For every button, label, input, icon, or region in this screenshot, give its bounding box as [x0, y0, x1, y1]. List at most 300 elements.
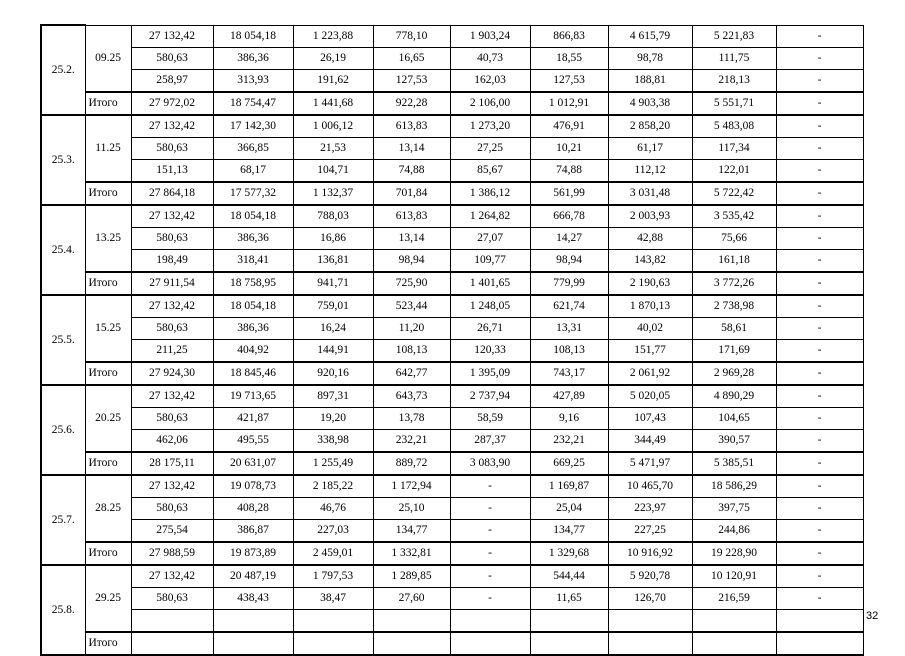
table-row: [41, 205, 863, 228]
table-cell: 438,43: [213, 587, 293, 609]
section-id: 25.4.: [41, 205, 85, 295]
total-row: [41, 182, 863, 205]
total-cell: 1 441,68: [293, 92, 373, 115]
table-cell: 3 535,42: [692, 205, 776, 228]
table-cell: 244,86: [692, 519, 776, 542]
table-cell: 5 483,08: [692, 115, 776, 138]
table-cell: 17 142,30: [213, 115, 293, 138]
table-cell: 13,31: [530, 317, 608, 339]
total-cell: [608, 632, 692, 655]
table-cell: 13,14: [373, 137, 450, 159]
table-cell: -: [776, 69, 863, 92]
total-cell: [450, 632, 530, 655]
table-cell: 211,25: [131, 339, 213, 362]
total-cell: 5 385,51: [692, 452, 776, 475]
table-cell: 40,73: [450, 47, 530, 69]
table-cell: 27 132,42: [131, 115, 213, 138]
table-cell: 1 797,53: [293, 565, 373, 588]
table-cell: 397,75: [692, 497, 776, 519]
table-cell: 143,82: [608, 249, 692, 272]
total-cell: 20 631,07: [213, 452, 293, 475]
table-cell: 1 248,05: [450, 295, 530, 318]
table-body: [41, 25, 863, 655]
table-cell: 136,81: [293, 249, 373, 272]
table-cell: 523,44: [373, 295, 450, 318]
table-cell: 866,83: [530, 25, 608, 47]
table-cell: 4 890,29: [692, 385, 776, 408]
total-cell: [776, 632, 863, 655]
table-cell: 74,88: [530, 159, 608, 182]
table-row: [41, 407, 863, 429]
total-row: [41, 362, 863, 385]
table-cell: 188,81: [608, 69, 692, 92]
table-cell: 386,36: [213, 47, 293, 69]
table-cell: 287,37: [450, 429, 530, 452]
table-cell: 5 221,83: [692, 25, 776, 47]
total-label: Итого: [85, 452, 131, 475]
table-row: [41, 429, 863, 452]
table-cell: -: [776, 249, 863, 272]
table-cell: -: [776, 475, 863, 498]
total-cell: 941,71: [293, 272, 373, 295]
table-cell: 26,71: [450, 317, 530, 339]
table-cell: -: [776, 497, 863, 519]
table-cell: 580,63: [131, 317, 213, 339]
total-cell: 779,99: [530, 272, 608, 295]
table-cell: -: [450, 565, 530, 588]
total-cell: -: [776, 272, 863, 295]
total-cell: 725,90: [373, 272, 450, 295]
total-cell: 27 911,54: [131, 272, 213, 295]
total-cell: 669,25: [530, 452, 608, 475]
table-cell: 18 054,18: [213, 295, 293, 318]
table-row: [41, 137, 863, 159]
table-cell: 2 737,94: [450, 385, 530, 408]
total-row: [41, 452, 863, 475]
total-cell: [293, 632, 373, 655]
table-cell: 1 169,87: [530, 475, 608, 498]
total-cell: 889,72: [373, 452, 450, 475]
page-number: 32: [866, 610, 879, 622]
table-cell: -: [776, 565, 863, 588]
table-cell: [450, 609, 530, 632]
table-cell: 75,66: [692, 227, 776, 249]
table-cell: -: [776, 317, 863, 339]
sub-item-code: 15.25: [85, 295, 131, 362]
table-cell: [293, 609, 373, 632]
table-cell: 580,63: [131, 227, 213, 249]
table-cell: [131, 609, 213, 632]
table-cell: 18 586,29: [692, 475, 776, 498]
table-cell: 10 465,70: [608, 475, 692, 498]
table-cell: 462,06: [131, 429, 213, 452]
table-cell: 26,19: [293, 47, 373, 69]
table-cell: 107,43: [608, 407, 692, 429]
table-row: [41, 227, 863, 249]
table-cell: 122,01: [692, 159, 776, 182]
total-row: [41, 632, 863, 655]
table-cell: [213, 609, 293, 632]
table-cell: 85,67: [450, 159, 530, 182]
table-cell: 40,02: [608, 317, 692, 339]
table-row: [41, 475, 863, 498]
table-cell: -: [776, 137, 863, 159]
total-cell: -: [776, 542, 863, 565]
table-cell: -: [776, 47, 863, 69]
table-cell: 427,89: [530, 385, 608, 408]
table-cell: 108,13: [373, 339, 450, 362]
table-cell: 16,65: [373, 47, 450, 69]
table-cell: 98,94: [530, 249, 608, 272]
total-cell: 2 190,63: [608, 272, 692, 295]
table-cell: 2 003,93: [608, 205, 692, 228]
table-row: [41, 47, 863, 69]
table-cell: 27 132,42: [131, 385, 213, 408]
total-cell: 5 471,97: [608, 452, 692, 475]
table-cell: 18 054,18: [213, 25, 293, 47]
table-cell: -: [450, 587, 530, 609]
table-row: [41, 159, 863, 182]
total-cell: -: [776, 92, 863, 115]
table-cell: 232,21: [373, 429, 450, 452]
table-cell: 421,87: [213, 407, 293, 429]
table-cell: 27 132,42: [131, 25, 213, 47]
table-cell: 198,49: [131, 249, 213, 272]
section-id: 25.5.: [41, 295, 85, 385]
total-label: Итого: [85, 92, 131, 115]
table-cell: 16,86: [293, 227, 373, 249]
total-cell: 2 459,01: [293, 542, 373, 565]
total-cell: 5 551,71: [692, 92, 776, 115]
table-cell: 108,13: [530, 339, 608, 362]
total-cell: [213, 632, 293, 655]
total-cell: -: [776, 182, 863, 205]
table-cell: 580,63: [131, 137, 213, 159]
table-cell: 5 920,78: [608, 565, 692, 588]
total-cell: 922,28: [373, 92, 450, 115]
table-cell: 338,98: [293, 429, 373, 452]
table-cell: 10,21: [530, 137, 608, 159]
total-row: [41, 542, 863, 565]
table-cell: 318,41: [213, 249, 293, 272]
table-cell: 144,91: [293, 339, 373, 362]
table-cell: 98,78: [608, 47, 692, 69]
total-cell: 19 228,90: [692, 542, 776, 565]
table-cell: -: [776, 159, 863, 182]
total-cell: 1 395,09: [450, 362, 530, 385]
table-cell: 580,63: [131, 587, 213, 609]
total-cell: 3 772,26: [692, 272, 776, 295]
section-id: 25.8.: [41, 565, 85, 655]
total-row: [41, 272, 863, 295]
table-cell: 9,16: [530, 407, 608, 429]
table-viewport: [40, 24, 862, 649]
table-cell: 104,71: [293, 159, 373, 182]
table-cell: 232,21: [530, 429, 608, 452]
table-cell: 1 223,88: [293, 25, 373, 47]
total-cell: 27 988,59: [131, 542, 213, 565]
table-cell: 27,25: [450, 137, 530, 159]
section-id: 25.3.: [41, 115, 85, 205]
total-cell: 1 401,65: [450, 272, 530, 295]
total-cell: 701,84: [373, 182, 450, 205]
total-cell: 27 924,30: [131, 362, 213, 385]
table-cell: 408,28: [213, 497, 293, 519]
total-label: Итого: [85, 362, 131, 385]
table-cell: 161,18: [692, 249, 776, 272]
total-cell: 1 132,37: [293, 182, 373, 205]
table-cell: 27,60: [373, 587, 450, 609]
table-cell: -: [450, 475, 530, 498]
table-cell: -: [776, 519, 863, 542]
table-cell: 4 615,79: [608, 25, 692, 47]
table-cell: 18,55: [530, 47, 608, 69]
table-cell: -: [450, 497, 530, 519]
total-cell: 642,77: [373, 362, 450, 385]
total-cell: -: [450, 542, 530, 565]
table-row: [41, 69, 863, 92]
table-cell: 227,25: [608, 519, 692, 542]
table-cell: 313,93: [213, 69, 293, 92]
total-cell: 27 864,18: [131, 182, 213, 205]
table-row: [41, 385, 863, 408]
table-cell: 13,14: [373, 227, 450, 249]
total-cell: 1 332,81: [373, 542, 450, 565]
table-cell: 16,24: [293, 317, 373, 339]
table-cell: -: [776, 25, 863, 47]
table-cell: 151,13: [131, 159, 213, 182]
table-cell: 2 185,22: [293, 475, 373, 498]
total-cell: 27 972,02: [131, 92, 213, 115]
total-cell: 743,17: [530, 362, 608, 385]
table-cell: [692, 609, 776, 632]
total-cell: 920,16: [293, 362, 373, 385]
total-cell: 1 012,91: [530, 92, 608, 115]
table-cell: 643,73: [373, 385, 450, 408]
table-cell: [530, 609, 608, 632]
table-cell: 19 078,73: [213, 475, 293, 498]
table-cell: 134,77: [373, 519, 450, 542]
table-row: [41, 317, 863, 339]
table-cell: -: [776, 205, 863, 228]
table-cell: 216,59: [692, 587, 776, 609]
table-cell: -: [776, 385, 863, 408]
table-cell: 275,54: [131, 519, 213, 542]
table-cell: 759,01: [293, 295, 373, 318]
total-cell: 1 255,49: [293, 452, 373, 475]
total-cell: 28 175,11: [131, 452, 213, 475]
table-cell: 1 903,24: [450, 25, 530, 47]
table-cell: 58,59: [450, 407, 530, 429]
total-cell: -: [776, 362, 863, 385]
total-cell: 1 329,68: [530, 542, 608, 565]
table-cell: 21,53: [293, 137, 373, 159]
table-cell: 111,75: [692, 47, 776, 69]
total-cell: 2 061,92: [608, 362, 692, 385]
table-cell: 14,27: [530, 227, 608, 249]
table-cell: 5 020,05: [608, 385, 692, 408]
table-cell: 18 054,18: [213, 205, 293, 228]
table-cell: 778,10: [373, 25, 450, 47]
table-cell: 109,77: [450, 249, 530, 272]
table-cell: 27,07: [450, 227, 530, 249]
total-cell: 17 577,32: [213, 182, 293, 205]
section-id: 25.2.: [41, 25, 85, 115]
table-cell: 386,87: [213, 519, 293, 542]
table-cell: 11,20: [373, 317, 450, 339]
table-cell: 151,77: [608, 339, 692, 362]
table-cell: 621,74: [530, 295, 608, 318]
total-cell: 2 106,00: [450, 92, 530, 115]
table-cell: 191,62: [293, 69, 373, 92]
sub-item-code: 20.25: [85, 385, 131, 452]
table-cell: 38,47: [293, 587, 373, 609]
table-row: [41, 25, 863, 47]
table-cell: 1 172,94: [373, 475, 450, 498]
table-cell: -: [776, 295, 863, 318]
table-cell: 27 132,42: [131, 565, 213, 588]
total-row: [41, 92, 863, 115]
table-cell: 1 273,20: [450, 115, 530, 138]
table-cell: 120,33: [450, 339, 530, 362]
table-cell: 666,78: [530, 205, 608, 228]
table-cell: 10 120,91: [692, 565, 776, 588]
table-cell: 126,70: [608, 587, 692, 609]
section-id: 25.7.: [41, 475, 85, 565]
cost-table: [40, 24, 864, 656]
table-cell: 223,97: [608, 497, 692, 519]
table-cell: [373, 609, 450, 632]
table-cell: -: [776, 227, 863, 249]
table-cell: 344,49: [608, 429, 692, 452]
table-cell: -: [776, 115, 863, 138]
table-cell: 788,03: [293, 205, 373, 228]
table-cell: 580,63: [131, 47, 213, 69]
total-cell: [692, 632, 776, 655]
table-cell: 2 858,20: [608, 115, 692, 138]
table-row: [41, 497, 863, 519]
table-cell: 46,76: [293, 497, 373, 519]
table-row: [41, 295, 863, 318]
table-cell: -: [776, 587, 863, 609]
table-cell: 25,04: [530, 497, 608, 519]
table-cell: 2 738,98: [692, 295, 776, 318]
sub-item-code: 28.25: [85, 475, 131, 542]
table-cell: 127,53: [373, 69, 450, 92]
table-cell: 117,34: [692, 137, 776, 159]
table-cell: 613,83: [373, 115, 450, 138]
sub-item-code: 29.25: [85, 565, 131, 632]
table-cell: 386,36: [213, 227, 293, 249]
table-cell: 11,65: [530, 587, 608, 609]
total-cell: 19 873,89: [213, 542, 293, 565]
total-cell: 10 916,92: [608, 542, 692, 565]
table-cell: 112,12: [608, 159, 692, 182]
total-cell: 18 845,46: [213, 362, 293, 385]
total-label: Итого: [85, 182, 131, 205]
table-cell: 495,55: [213, 429, 293, 452]
table-cell: -: [450, 519, 530, 542]
table-row: [41, 339, 863, 362]
table-cell: 1 289,85: [373, 565, 450, 588]
table-cell: 366,85: [213, 137, 293, 159]
table-cell: 162,03: [450, 69, 530, 92]
table-cell: 27 132,42: [131, 205, 213, 228]
total-cell: 1 386,12: [450, 182, 530, 205]
table-cell: [608, 609, 692, 632]
table-cell: 104,65: [692, 407, 776, 429]
total-cell: [131, 632, 213, 655]
total-cell: 5 722,42: [692, 182, 776, 205]
table-cell: -: [776, 339, 863, 362]
table-cell: 1 264,82: [450, 205, 530, 228]
table-row: [41, 587, 863, 609]
total-cell: -: [776, 452, 863, 475]
total-cell: 2 969,28: [692, 362, 776, 385]
table-cell: 1 006,12: [293, 115, 373, 138]
total-cell: 561,99: [530, 182, 608, 205]
table-cell: 1 870,13: [608, 295, 692, 318]
table-cell: 27 132,42: [131, 295, 213, 318]
sub-item-code: 13.25: [85, 205, 131, 272]
table-cell: 580,63: [131, 497, 213, 519]
table-cell: 544,44: [530, 565, 608, 588]
table-cell: 227,03: [293, 519, 373, 542]
table-cell: 171,69: [692, 339, 776, 362]
table-cell: 19,20: [293, 407, 373, 429]
section-id: 25.6.: [41, 385, 85, 475]
total-label: Итого: [85, 272, 131, 295]
table-cell: 61,17: [608, 137, 692, 159]
table-cell: [776, 609, 863, 632]
table-row: [41, 519, 863, 542]
table-cell: 68,17: [213, 159, 293, 182]
total-label: Итого: [85, 542, 131, 565]
table-cell: 20 487,19: [213, 565, 293, 588]
table-cell: -: [776, 429, 863, 452]
table-cell: 58,61: [692, 317, 776, 339]
table-cell: 19 713,65: [213, 385, 293, 408]
total-cell: [373, 632, 450, 655]
table-cell: 218,13: [692, 69, 776, 92]
table-row: [41, 249, 863, 272]
table-cell: 127,53: [530, 69, 608, 92]
total-cell: 3 083,90: [450, 452, 530, 475]
table-cell: 74,88: [373, 159, 450, 182]
table-cell: 404,92: [213, 339, 293, 362]
table-row: [41, 115, 863, 138]
table-cell: 27 132,42: [131, 475, 213, 498]
table-cell: 386,36: [213, 317, 293, 339]
total-cell: 18 758,95: [213, 272, 293, 295]
total-cell: 18 754,47: [213, 92, 293, 115]
table-cell: -: [776, 407, 863, 429]
table-cell: 613,83: [373, 205, 450, 228]
sub-item-code: 09.25: [85, 25, 131, 92]
total-cell: 3 031,48: [608, 182, 692, 205]
table-cell: 580,63: [131, 407, 213, 429]
table-cell: 13,78: [373, 407, 450, 429]
total-label: Итого: [85, 632, 131, 655]
total-cell: [530, 632, 608, 655]
table-cell: 897,31: [293, 385, 373, 408]
table-cell: 98,94: [373, 249, 450, 272]
table-cell: 390,57: [692, 429, 776, 452]
sub-item-code: 11.25: [85, 115, 131, 182]
total-cell: 4 903,38: [608, 92, 692, 115]
table-cell: 476,91: [530, 115, 608, 138]
table-cell: 258,97: [131, 69, 213, 92]
